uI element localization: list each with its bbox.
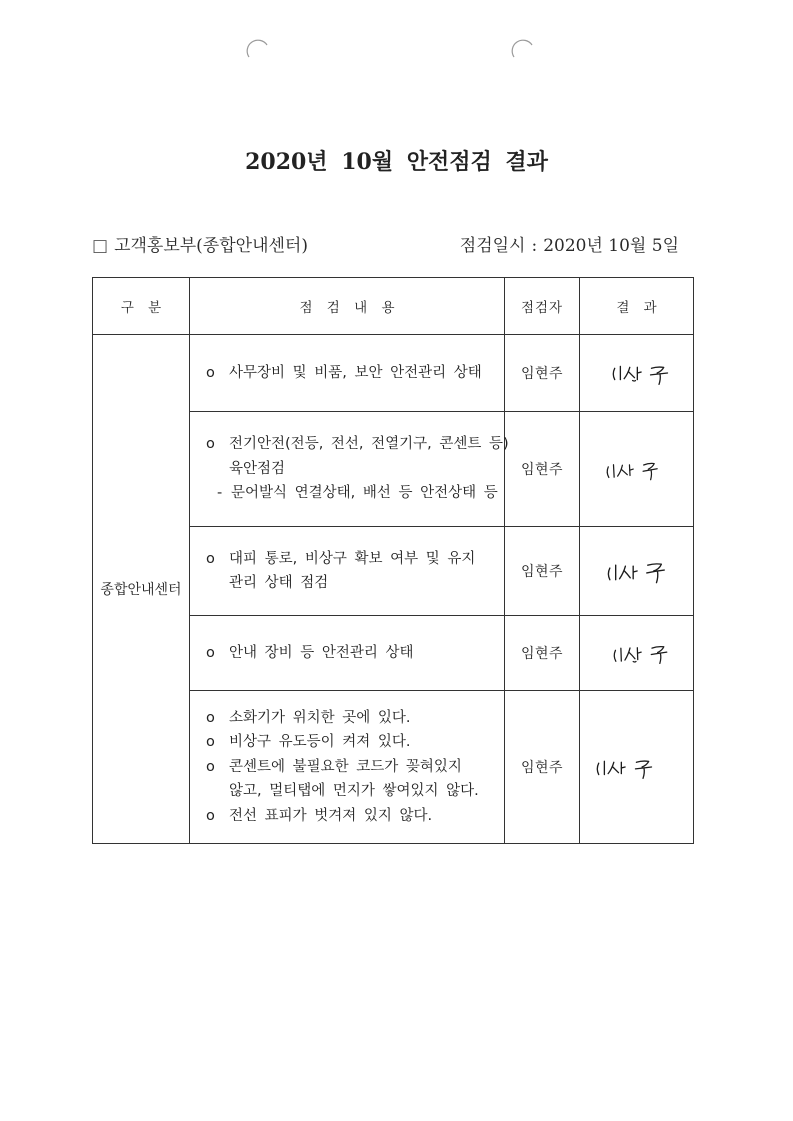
content-line — [206, 361, 500, 386]
signature — [610, 359, 676, 387]
content-line — [206, 641, 500, 666]
punch-hole-left — [247, 40, 267, 57]
bullet-marker: o — [206, 364, 215, 381]
content-text: 육안점검 — [229, 460, 286, 477]
content-text: 관리 상태 점검 — [229, 575, 329, 591]
signature — [605, 556, 673, 586]
signature — [610, 638, 675, 668]
inspection-date-separator: : — [531, 236, 538, 256]
content-text: 않고, 멀티탭에 먼지가 쌓여있지 않다. — [229, 783, 479, 800]
bullet-marker: o — [206, 709, 215, 726]
content-line — [206, 481, 500, 506]
content-line — [206, 706, 500, 731]
content-cell — [190, 691, 505, 844]
department-line — [92, 231, 308, 256]
content-text: 전기안전(전등, 전선, 전열기구, 콘센트 등) — [229, 436, 509, 453]
content-text: 문어발식 연결상태, 배선 등 안전상태 등 — [231, 485, 498, 502]
bullet-marker: o — [206, 758, 215, 775]
inspection-date-value: 2020년 10월 5일 — [543, 236, 679, 256]
checkbox-icon: □ — [92, 236, 109, 256]
punch-holes — [0, 0, 793, 80]
department-name: 고객홍보부(종합안내센터) — [114, 236, 308, 256]
content-line — [206, 730, 500, 755]
signature — [603, 452, 666, 485]
dash-marker: - — [217, 485, 223, 502]
content-cell — [190, 616, 505, 691]
bullet-marker: o — [206, 550, 215, 567]
header-content: 점 검 내 용 — [190, 278, 505, 335]
content-line — [206, 571, 500, 596]
content-cell — [190, 527, 505, 616]
result-cell — [580, 412, 694, 527]
table-row — [93, 335, 694, 412]
bullet-marker: o — [206, 734, 215, 751]
content-text: 안내 장비 등 안전관리 상태 — [229, 644, 414, 661]
content-line — [206, 432, 509, 457]
content-line — [206, 779, 500, 804]
bullet-marker: o — [206, 807, 215, 824]
content-text: 비상구 유도등이 켜져 있다. — [229, 734, 411, 751]
header-category: 구 분 — [93, 278, 190, 335]
content-line — [206, 457, 500, 482]
inspector-cell: 임현주 — [505, 412, 580, 527]
result-cell — [580, 691, 694, 844]
content-text: 전선 표피가 벗겨져 있지 않다. — [229, 807, 433, 824]
content-cell — [190, 335, 505, 412]
inspection-table — [92, 277, 694, 844]
content-line — [206, 804, 500, 829]
content-text: 소화기가 위치한 곳에 있다. — [229, 709, 411, 726]
punch-hole-right — [512, 40, 532, 57]
page-title: 2020년 10월 안전점검 결과 — [245, 149, 548, 175]
content-cell — [190, 412, 509, 527]
inspection-date-label: 점검일시 — [459, 236, 526, 256]
bullet-marker: o — [206, 436, 215, 453]
content-line — [206, 755, 500, 780]
result-cell — [580, 616, 694, 691]
inspector-cell: 임현주 — [505, 335, 580, 412]
inspection-date-line — [460, 231, 679, 256]
content-line — [206, 547, 500, 572]
inspector-cell: 임현주 — [505, 691, 580, 844]
table-header-row — [93, 278, 694, 335]
bullet-marker: o — [206, 644, 215, 661]
result-cell — [580, 527, 694, 616]
inspector-cell: 임현주 — [505, 616, 580, 691]
content-text: 콘센트에 불필요한 코드가 꽂혀있지 — [229, 758, 462, 775]
category-cell: 종합안내센터 — [93, 335, 190, 844]
content-text: 대피 통로, 비상구 확보 여부 및 유지 — [229, 550, 476, 567]
header-inspector: 점검자 — [505, 278, 580, 335]
result-cell — [580, 335, 694, 412]
header-result: 결 과 — [580, 278, 694, 335]
inspector-cell: 임현주 — [505, 527, 580, 616]
content-text: 사무장비 및 비품, 보안 안전관리 상태 — [229, 364, 482, 381]
signature — [594, 753, 660, 781]
